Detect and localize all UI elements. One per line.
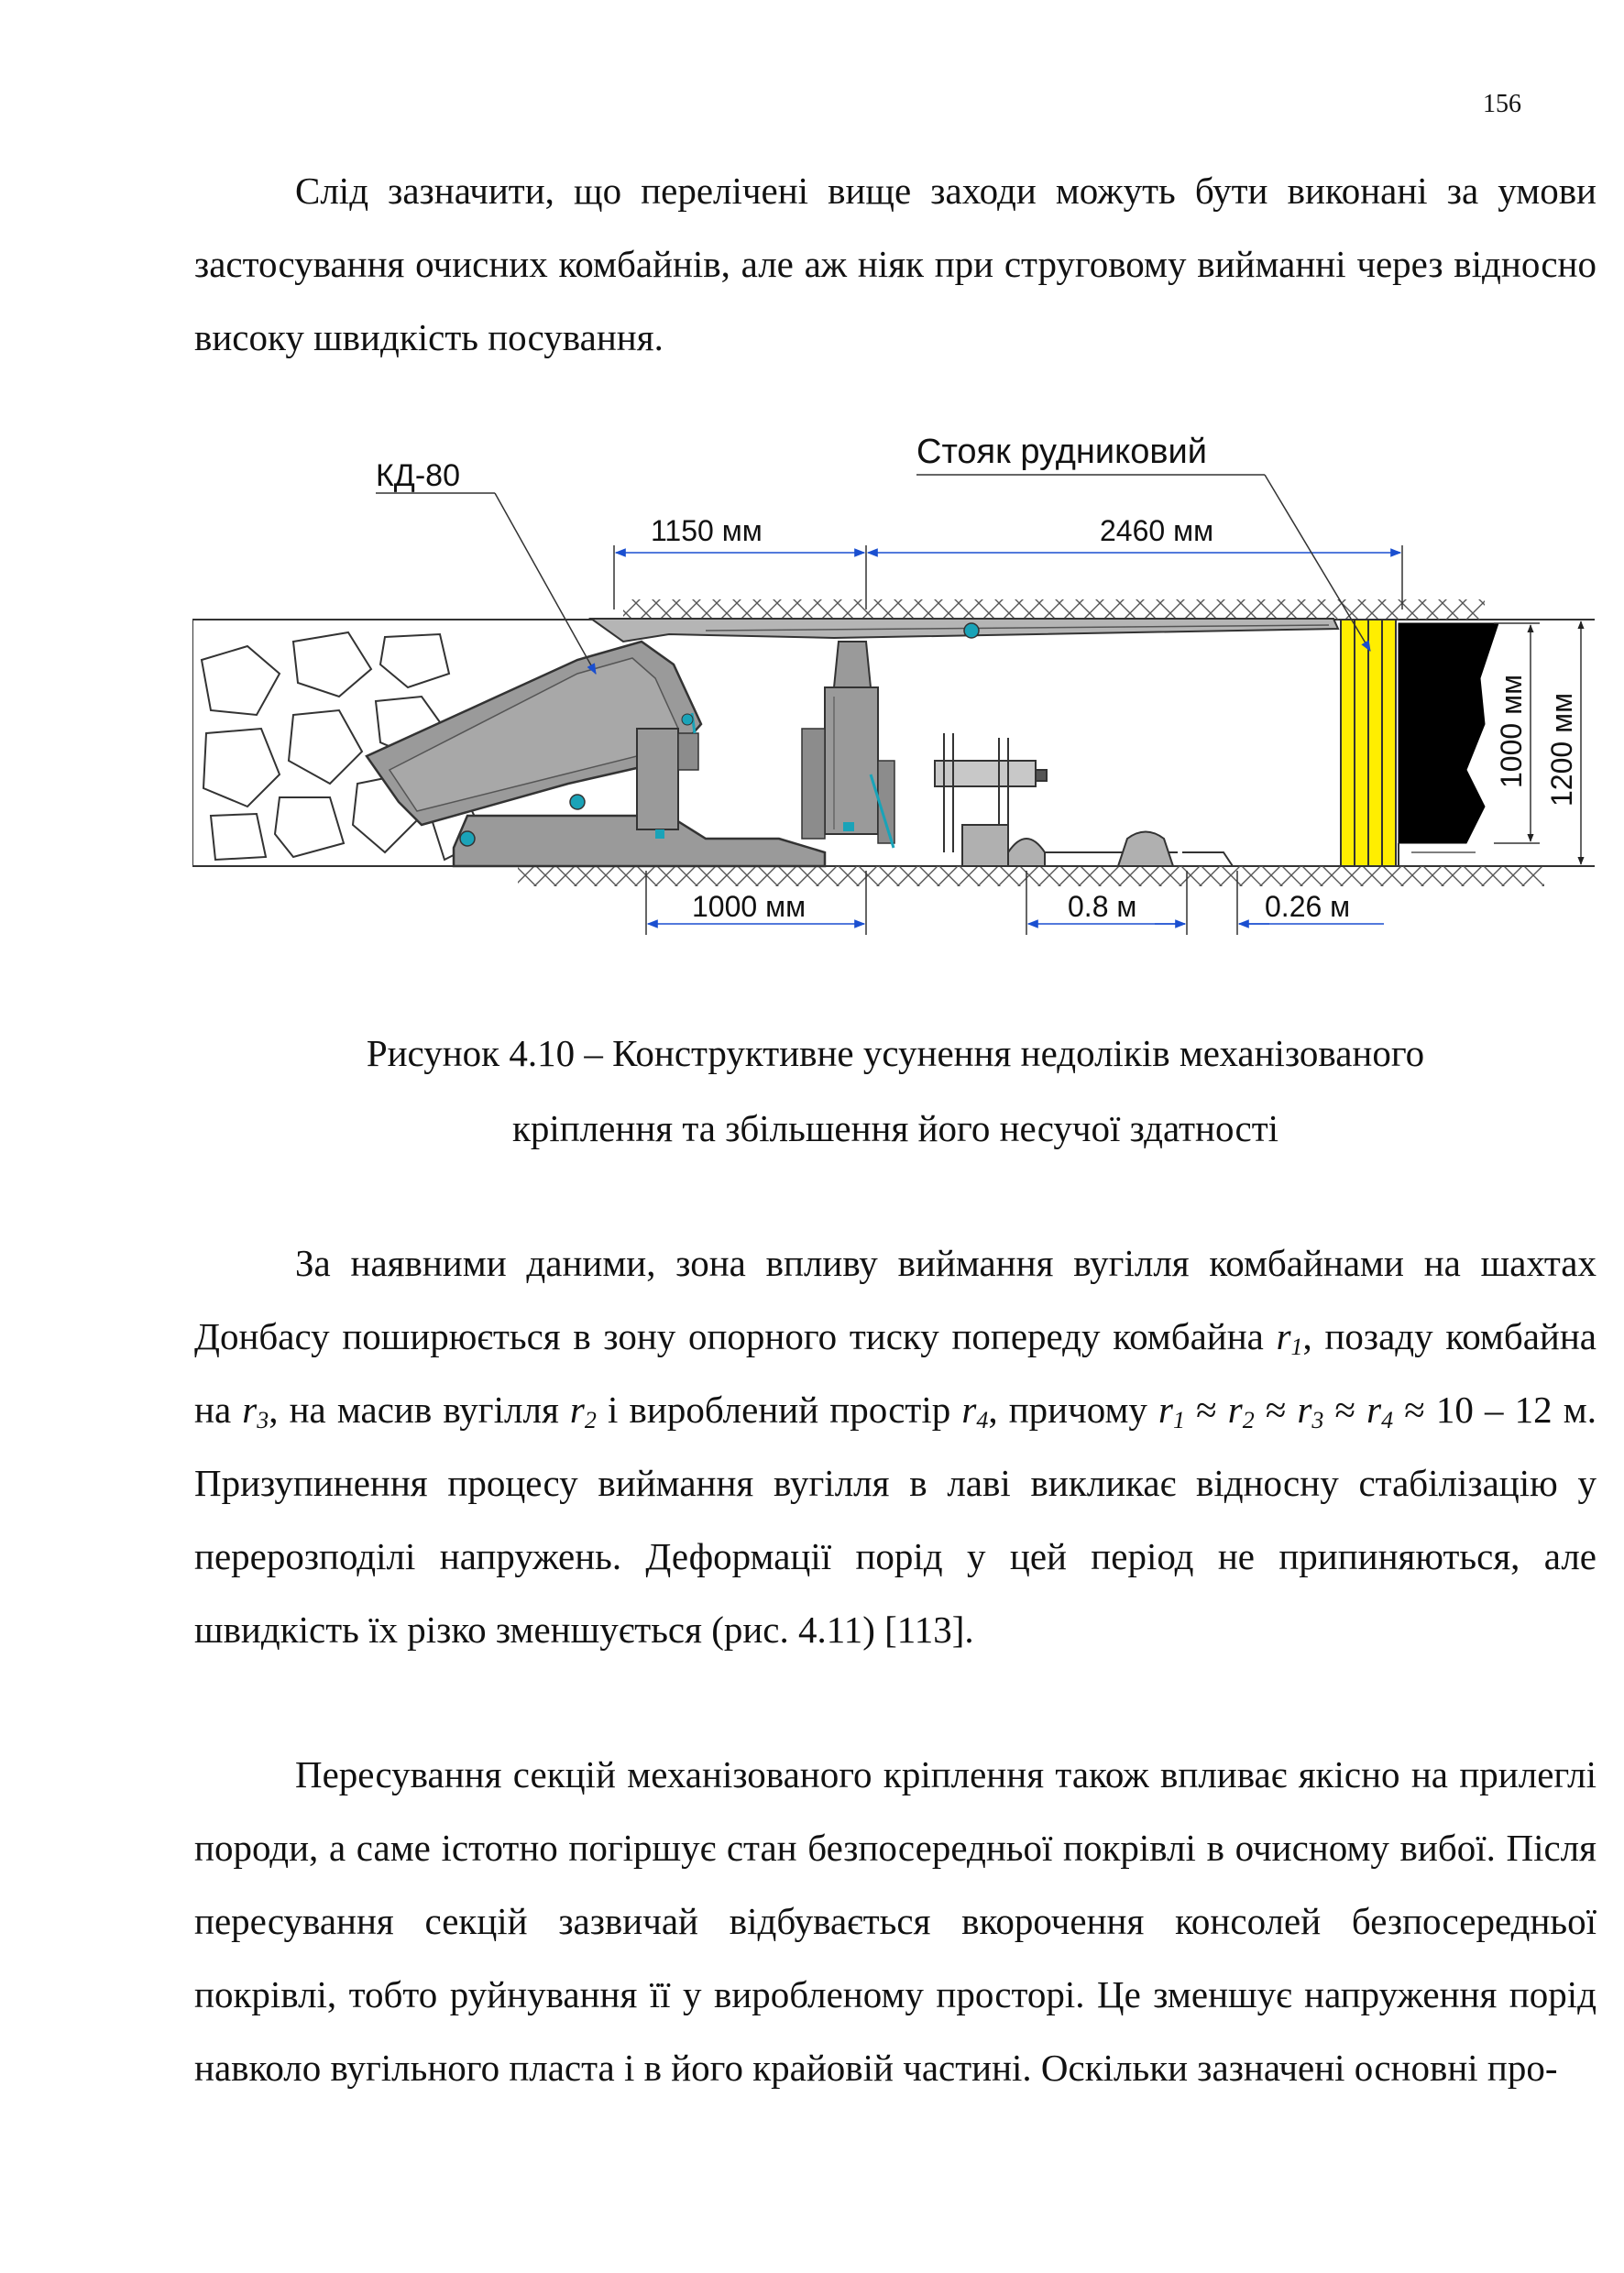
figure-mechanized-support xyxy=(192,422,1595,953)
dim-08-label: 0.8 м xyxy=(1068,890,1137,923)
conveyor-assembly xyxy=(935,733,1233,866)
dim-2460-label: 2460 мм xyxy=(1100,514,1214,547)
roof-hatch xyxy=(623,599,1485,620)
caption-line-2: кріплення та збільшення його несучої здатності xyxy=(511,1107,1279,1149)
kd80-label: КД-80 xyxy=(376,458,460,493)
paragraph-3: Пересування секцій механізованого кріплення також впливає якісно на прилеглі породи, а саме істотно погіршує стан безпосередньої покрівлі в очисному вибої. Після пересування секцій зазвичай відбувається вкорочення консолей безпосередньої покрівлі, тобто руйнування її у виробленому просторі. Це зменшує напруження порід навколо вугільного пласта і в його крайовій частині. Оскільки зазначені основні про- xyxy=(194,1753,1597,2089)
dim-026-label: 0.26 м xyxy=(1265,890,1351,923)
shield-support-kd80 xyxy=(367,619,1338,866)
floor-hatch xyxy=(518,866,1544,886)
paragraph-2: За наявними даними, зона впливу виймання вугілля комбайнами на шахтах Донбасу поширюється в зону опорного тиску попереду комбайна $r_1$, позаду комбайна на $r_3$, на масив вугілля $r_2$ і вироблений простір $r_4$, причому $r_1 \approx r_2 \approx r_3 \approx r_4 \approx 10 - 12$ м. Призупинення процесу виймання вугілля в лаві викликає відносну стабілізацію у перерозподілі напружень. Деформації порід у цей період не припиняються, але швидкість їх різко зменшується (рис. 4.11) [113]. xyxy=(194,1242,1597,1651)
dim-1000v-label: 1000 мм xyxy=(1495,674,1528,788)
dim-1150-label: 1150 мм xyxy=(651,514,763,547)
mine-prop-stoyak xyxy=(1341,620,1396,866)
figure-caption xyxy=(194,1016,1597,1166)
coal-seam xyxy=(1399,623,1498,843)
stoyak-label: Стояк рудниковий xyxy=(916,433,1207,471)
caption-line-1: Рисунок 4.10 – Конструктивне усунення недоліків механізованого xyxy=(366,1032,1425,1074)
support-diagram xyxy=(192,422,1595,953)
dim-1200v-label: 1200 мм xyxy=(1545,692,1578,807)
paragraph-1: Слід зазначити, що перелічені вище заходи можуть бути виконані за умови застосування очисних комбайнів, але аж ніяк при струговому вийманні через відносно високу швидкість посування. xyxy=(194,170,1597,358)
page-number: 156 xyxy=(1483,90,1521,118)
dim-1000-label: 1000 мм xyxy=(692,890,807,923)
